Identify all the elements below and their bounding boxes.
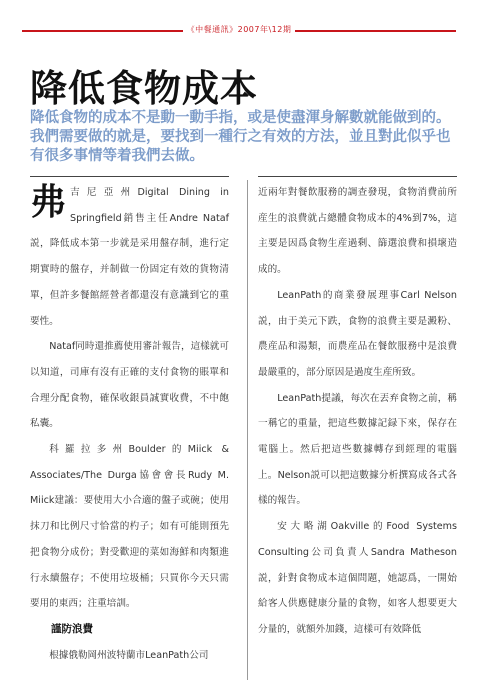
section-heading: 謹防浪費 bbox=[51, 622, 93, 635]
paragraph: LeanPath提議，每次在丟弃食物之前，稱一稱它的重量，把這些數據記録下來，保存在電腦上。然后把這些數據轉存到經理的電腦上。Nelson説可以把這數據分析撰寫成各式各樣的報告。 bbox=[258, 392, 457, 507]
article-lead: 降低食物的成本不是動一動手指，或是使盡渾身解數就能做到的。我們需要做的就是，要找到一種行之有效的方法，並且對此似乎也有很多事情等着我們去做。 bbox=[30, 110, 451, 164]
issue-line: 《中餐通訊》2007年\12期 bbox=[0, 24, 478, 35]
paragraph: 弗吉尼亞州Digital Dining in Springfield銷售主任Andre Nataf説，降低成本第一步就是采用盤存制，進行定期實時的盤存，并制做一份固定有效的貨物清單，但許多餐館經營者都還沒有意識到它的重要性。 bbox=[30, 182, 229, 327]
article-title: 降低食物成本 bbox=[30, 67, 258, 110]
column-top-rule-right bbox=[258, 176, 457, 177]
drop-cap: 弗 bbox=[30, 182, 67, 223]
paragraph: LeanPath的商業發展理事Carl Nelson説，由于美元下跌，食物的浪費主要是澱粉、農産品和湯類，而農産品在餐飲服務中是浪費最嚴重的，部分原因是過度生産所致。 bbox=[258, 289, 457, 378]
paragraph: 根據俄勒岡州波特蘭市LeanPath公司 bbox=[49, 649, 209, 661]
left-column bbox=[30, 180, 229, 668]
column-divider bbox=[247, 180, 248, 680]
paragraph: 科羅拉多州Boulder的Miick & Associates/The Durga協會會長Rudy M. Miick建議：要使用大小合適的盤子或碗；使用抹刀和比例尺寸恰當的杓子；如有可能則預先把食物分成份；對受歡迎的菜如海鮮和肉類進行永續盤存；不使用垃圾桶；只買你今天只需要用的東西；注重培訓。 bbox=[30, 444, 229, 610]
paragraph: 近兩年對餐飲服務的調查發現，食物消費前所産生的浪費就占總體食物成本的4%到7%，這主要是因爲食物生産過剩、篩選浪費和損壞造成的。 bbox=[258, 187, 457, 276]
paragraph: 安大略湖Oakville的Food Systems Consulting公司負責人Sandra Matheson説，針對食物成本這個問題，她認爲，一開始給客人供應健康分量的食物，如客人想要更大分量的，就額外加錢，這樣可有效降低 bbox=[258, 521, 457, 635]
page-header bbox=[0, 0, 478, 40]
right-column bbox=[258, 180, 457, 643]
paragraph: Nataf同時還推薦使用審計報告，這樣就可以知道，司庫有沒有正確的支付食物的賬單和合理分配食物，確保收銀員誠實收費，不中飽私囊。 bbox=[30, 341, 229, 430]
column-top-rule-left bbox=[30, 176, 229, 177]
